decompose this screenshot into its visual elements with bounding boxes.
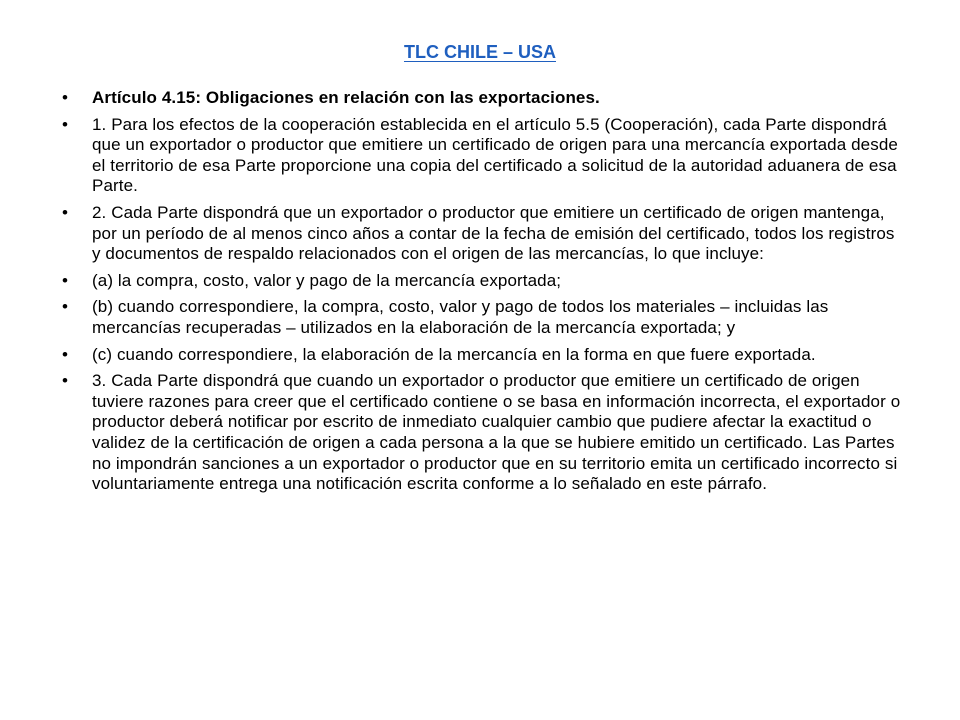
bullet-icon: • [62,270,69,290]
article-heading: Artículo 4.15: Obligaciones en relación con las exportaciones. [92,88,600,107]
bullet-icon: • [62,344,69,364]
paragraph-2: 2. Cada Parte dispondrá que un exportador o productor que emitiere un certificado de origen mantenga, por un período de al menos cinco años a contar de la fecha de emisión del certificado, todos los registros y documentos de respaldo relacionados con el origen de las mercancías, lo que incluye: [92,202,895,264]
bullet-list [62,88,902,501]
bullet-item [62,345,902,366]
bullet-icon: • [62,371,69,391]
item-a: (a) la compra, costo, valor y pago de la mercancía exportada; [92,270,562,290]
slide-title-link[interactable]: TLC CHILE – USA [403,42,556,62]
title-container [0,42,960,63]
item-b: (b) cuando correspondiere, la compra, costo, valor y pago de todos los materiales – incluidas las mercancías recuperadas – utilizados en la elaboración de la mercancía exportada; y [92,297,829,337]
bullet-item [62,115,902,197]
bullet-item [62,88,902,109]
bullet-item [62,297,902,338]
paragraph-3: 3. Cada Parte dispondrá que cuando un exportador o productor que emitiere un certificado de origen tuviere razones para creer que el certificado contiene o se basa en información incorrecta, el exportador o productor deberá notificar por escrito de inmediato cualquier cambio que pudiere afectar la exactitud o validez de la certificación de origen a cada persona a la que se hubiere emitido un certificado. Las Partes no impondrán sanciones a un exportador o productor que en su territorio emita un certificado incorrecto si voluntariamente entrega una notificación escrita conforme a lo señalado en este párrafo. [92,371,901,494]
bullet-item [62,271,902,292]
bullet-icon: • [62,88,69,107]
bullet-item [62,203,902,265]
bullet-icon: • [62,297,69,317]
bullet-icon: • [62,114,69,134]
item-c: (c) cuando correspondiere, la elaboración de la mercancía en la forma en que fuere exportada. [92,344,816,364]
paragraph-1: 1. Para los efectos de la cooperación establecida en el artículo 5.5 (Cooperación), cada Parte dispondrá que un exportador o productor que emitiere un certificado de origen para una mercancía exportada desde el territorio de esa Parte proporcione una copia del certificado a solicitud de la autoridad aduanera de esa Parte. [92,114,898,196]
bullet-icon: • [62,202,69,222]
bullet-item [62,371,902,495]
